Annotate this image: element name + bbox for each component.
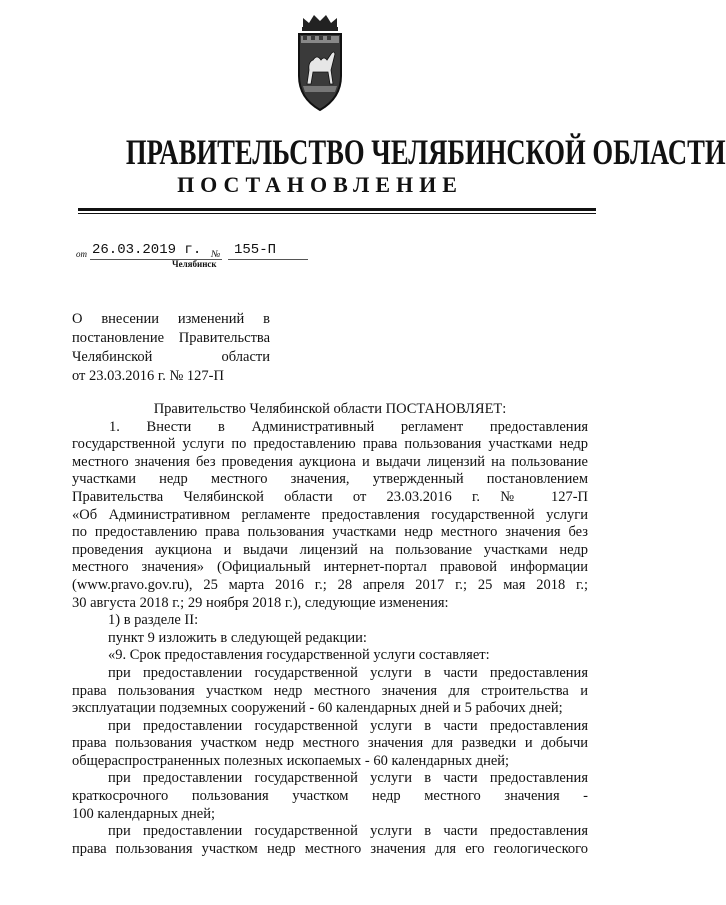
body-line: при предоставлении государственной услуги в части предоставления	[108, 770, 588, 787]
body-line: краткосрочного пользования участком недр местного значения -	[72, 788, 588, 805]
body-line: местного значения» (Официальный интернет-портал правовой информации	[72, 559, 588, 576]
body-line: государственной услуги по предоставлению права пользования участками недр	[72, 436, 588, 453]
body-line: при предоставлении государственной услуги в части предоставления	[108, 823, 588, 840]
subject-line: постановление Правительства	[72, 330, 270, 346]
body-line: права пользования участком недр местного значения для его геологического	[72, 840, 588, 857]
body-line: общераспространенных полезных ископаемых - 60 календарных дней;	[72, 752, 510, 769]
document-body	[72, 401, 588, 858]
body-line: местного значения без проведения аукциона и выдачи лицензий на пользование	[72, 453, 588, 470]
body-line: «9. Срок предоставления государственной услуги составляет:	[108, 647, 490, 664]
body-line: права пользования участком недр местного значения для разведки и добычи	[72, 735, 588, 752]
body-line: проведения аукциона и выдачи лицензий на пользование участками недр	[72, 541, 588, 558]
subject-line: от 23.03.2016 г. № 127-П	[72, 368, 224, 384]
body-line: 1. Внести в Административный регламент предоставления	[109, 418, 588, 435]
body-line: «Об Административном регламенте предоставления государственной услуги	[72, 506, 588, 523]
body-line: 30 августа 2018 г.; 29 ноября 2018 г.), следующие изменения:	[72, 594, 449, 611]
document-type: ПОСТАНОВЛЕНИЕ	[177, 172, 463, 197]
document-subject	[72, 310, 270, 386]
government-title: ПРАВИТЕЛЬСТВО ЧЕЛЯБИНСКОЙ ОБЛАСТИ	[125, 132, 726, 172]
body-line: (www.pravo.gov.ru), 25 марта 2016 г.; 28 апреля 2017 г.; 25 мая 2018 г.;	[72, 576, 588, 593]
subject-line: О внесении изменений в	[72, 311, 270, 327]
body-line: по предоставлению права пользования участками недр местного значения без	[72, 524, 588, 541]
date-prefix: от	[76, 249, 87, 259]
document-date: 26.03.2019 г.	[92, 242, 202, 258]
city: Челябинск	[172, 259, 217, 269]
header-divider-thin	[78, 213, 596, 214]
chelyabinsk-coat-of-arms-icon	[291, 14, 349, 114]
body-line: при предоставлении государственной услуги в части предоставления	[108, 717, 588, 734]
body-line: эксплуатации подземных сооружений - 60 календарных дней и 5 рабочих дней;	[72, 700, 563, 717]
body-line: при предоставлении государственной услуги в части предоставления	[108, 664, 588, 681]
body-line: права пользования участком недр местного значения для строительства и	[72, 682, 588, 699]
document-number: 155-П	[234, 242, 277, 258]
body-line: Правительство Челябинской области ПОСТАНОВЛЯЕТ:	[153, 401, 507, 417]
body-line: участками недр местного значения, утвержденный постановлением	[72, 471, 588, 488]
body-line: Правительства Челябинской области от 23.03.2016 г. № 127-П	[72, 488, 588, 505]
subject-line: Челябинской области	[72, 349, 270, 365]
body-line: 100 календарных дней;	[72, 805, 215, 822]
body-line: 1) в разделе II:	[108, 612, 199, 629]
number-prefix: №	[211, 249, 221, 260]
header-divider-thick	[78, 208, 596, 211]
body-line: пункт 9 изложить в следующей редакции:	[108, 629, 367, 646]
number-underline	[228, 259, 308, 260]
